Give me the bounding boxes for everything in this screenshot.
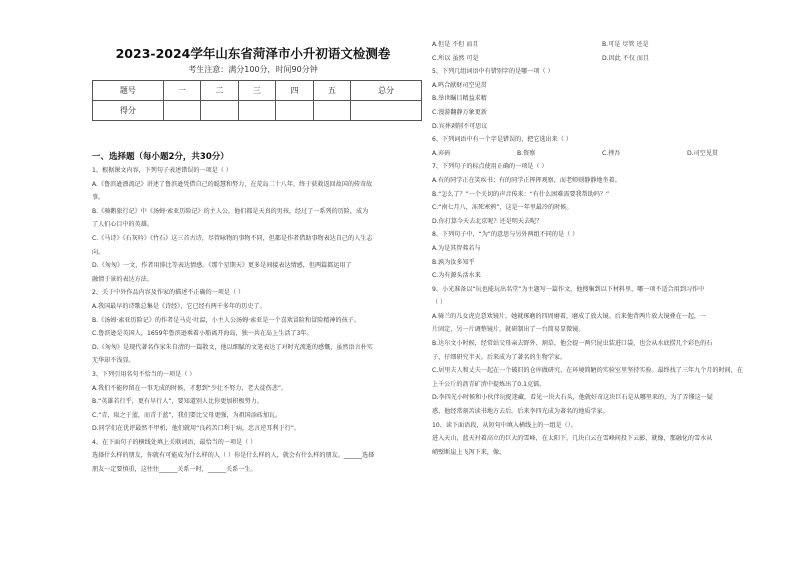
answer-option: D.司空见贯 bbox=[687, 149, 719, 157]
question-line: 9、小光准备以“玩也能玩出名堂”为主题写一篇作文，他搜集到以下材料里，哪一项不适合用到习作中 bbox=[432, 285, 705, 293]
question-line: D.李四光小时候和小伙伴玩捉迷藏，看见一块大石头，他就好奇这块巨石是从哪里来的，为了弄懂这一疑 bbox=[432, 394, 713, 402]
question-line: D.同学们在优评最然不甲析，他们就用“良药苦口利于病，忠言逆耳利于行”。 bbox=[92, 425, 300, 433]
score-cell[interactable] bbox=[238, 101, 275, 121]
question-line: 融情于景的表达方法。 bbox=[92, 275, 153, 283]
question-line: 子，仔细研究半天。后来成为了著名的生物学家。 bbox=[432, 353, 567, 361]
question-line: 向。 bbox=[92, 248, 105, 256]
score-cell: 得分 bbox=[93, 101, 164, 121]
question-line: D.《匆匆》一文，作者用排比等表达情感。《那个星期天》更多是间接表达情感，但两篇都运用了 bbox=[92, 262, 352, 270]
score-cell: 总分 bbox=[351, 81, 422, 101]
question-line: 无华却不浅显。 bbox=[92, 357, 135, 365]
question-line: A.有的同学正在笑疾书；有的同学正挥挥观察，而老师则静静地坐着。 bbox=[432, 176, 621, 184]
question-line: A.我国最早的诗歌总集是《诗经》，它已经有两千多年的历史了。 bbox=[92, 302, 266, 310]
question-line: 事。 bbox=[92, 194, 105, 202]
question-line: D.《匆匆》是现代著名作家朱自清的一篇散文，他以细腻的文笔表达了对时光流逝的感慨，虽然语言朴实 bbox=[92, 343, 373, 351]
question-line: A.骑兰的儿女虎克意欢镜片，她就琢磨的四周磨着，磨成了放大镜。后来他背两片放大镜叠在一起，一 bbox=[432, 312, 707, 320]
answer-option: A.但是 不但 而且 bbox=[432, 41, 479, 48]
question-line: 进入天山，蓝天衬着高立的巨大的雪峰，在太阳下，几块白云在雪峰间投下云影，就像，那融化的雪水从 bbox=[432, 435, 713, 443]
answer-options-row bbox=[432, 38, 772, 52]
question-line: D.你打算今天去北京呢？还是明天去呢？ bbox=[432, 217, 543, 225]
score-cell: 四 bbox=[276, 81, 313, 101]
answer-option: C.所以 虽然 可是 bbox=[432, 54, 479, 62]
question-line: 选择什么样的朋友，你就有可能成为什么样的人（ ）你是什么样的人，就会有什么样的朋友。______选择 bbox=[92, 452, 375, 460]
answer-options-row bbox=[432, 147, 772, 161]
question-line: 峭壁断崖上飞泻下来，像。 bbox=[432, 448, 506, 456]
section-heading: 一、选择题（每小题2分，共30分） bbox=[92, 152, 229, 162]
question-line: A.《鲁滨逊漂流记》讲述了鲁滨逊凭借自己的聪慧和努力，在荒岛二十八年，终于获救返回故国的传奇故 bbox=[92, 180, 373, 188]
question-line: D.宾葬剥削不可思议 bbox=[432, 122, 488, 130]
answer-option: B.资察 bbox=[517, 149, 536, 157]
question-line: B.举世瞩目精益求精 bbox=[432, 95, 487, 103]
exam-note: 考生注意：满分100分，时间90分钟 bbox=[188, 65, 318, 74]
score-cell[interactable] bbox=[351, 101, 422, 121]
question-line: 3、下列引用名句不恰当的一项是（ ） bbox=[92, 370, 196, 378]
question-line: 7、下列句子的标点使用正确的一项是（ ） bbox=[432, 163, 548, 171]
question-line: B.达尔文小时候，经常站父母亲去野外、割草，他会提一两只昆虫装进口袋，也会从水底捞几个彩色的石 bbox=[432, 340, 713, 348]
question-line: C.鲁滨逊是英国人，1659年鲁滨逊乘着小船离开海岛，独一共在岛上生活了3年。 bbox=[92, 330, 313, 338]
score-cell: 二 bbox=[201, 81, 238, 101]
question-line: 6、下列词语中有一个字是错误的，把它选出来（ ） bbox=[432, 136, 572, 144]
question-line: A.为是其智弗若与 bbox=[432, 244, 481, 252]
score-table-score-row bbox=[93, 101, 422, 121]
score-table bbox=[92, 80, 422, 121]
score-cell[interactable] bbox=[276, 101, 313, 121]
question-line: C.为有源头活水来 bbox=[432, 272, 481, 280]
question-line: B.《汤姆·索亚历险记》的作者是马克·吐温，小主人公汤姆·索亚是一个喜欢冒险和冒险精神的孩子。 bbox=[92, 316, 360, 324]
right-question-list bbox=[432, 38, 772, 459]
score-cell[interactable] bbox=[163, 101, 200, 121]
question-line: 了人们心目中的英雄。 bbox=[92, 221, 153, 229]
question-line: 10、读下面语段，从短句中填入横线上的一组是（）。 bbox=[432, 421, 577, 429]
left-question-list bbox=[92, 164, 422, 477]
page-title: 2023-2024学年山东省菏泽市小升初语文检测卷 bbox=[115, 46, 391, 61]
score-cell: 一 bbox=[163, 81, 200, 101]
question-line: C.“南七月八，冻死寒鸦”，这是一年里最冷的时候。 bbox=[432, 204, 573, 212]
score-cell: 题号 bbox=[93, 81, 164, 101]
question-line: A.鸣合献财司空见贯 bbox=[432, 81, 487, 89]
question-line: C.“青，取之于蓝，而青于蓝”，我们要比父母更强，为祖国添砖加瓦。 bbox=[92, 411, 282, 419]
question-line: 5、下列几组词语中有错别字的是哪一项（ ） bbox=[432, 68, 554, 76]
question-line: 惑，他经常刻苦读书地方去后。后来李四光成为著名的地质学家。 bbox=[432, 408, 609, 416]
question-line: C.漫游翻静万象更新 bbox=[432, 108, 487, 116]
answer-option: B.可是 尽管 还是 bbox=[602, 41, 649, 48]
question-line: B.《骑鹅旅行记》中《汤姆·索亚历险记》的主人公，他们都是天真的男孩，经过了一系列的历险，成为 bbox=[92, 207, 369, 215]
question-line: 2、关于中外作品内容及作家的描述不正确的一项是（ ） bbox=[92, 289, 245, 297]
question-line: B.孰为汝多知乎 bbox=[432, 258, 475, 266]
score-cell: 三 bbox=[238, 81, 275, 101]
question-line: 4、在下面句子的横线处填上关联词语，最恰当的一项是（ ） bbox=[92, 438, 257, 446]
score-cell: 五 bbox=[313, 81, 350, 101]
question-line: B.“英雄若行乎，更有早行人”，要知道别人比你更加积极努力。 bbox=[92, 398, 263, 406]
question-line: 片固定，另一片调整镜片，就研制出了一台简易显微镜。 bbox=[432, 326, 585, 334]
answer-option: D.因此 不仅 而且 bbox=[602, 54, 650, 62]
answer-options-row bbox=[432, 52, 772, 66]
score-table-header-row bbox=[93, 81, 422, 101]
question-line: 1、根据课文内容，下列句子表述错误的一项是（ ） bbox=[92, 167, 232, 174]
question-line: 上千公斤的沥青矿渣中提炼出了0.1克镭。 bbox=[432, 380, 546, 388]
question-line: 8、下列句子中，“为”的意思与另外两组不同的是（ ） bbox=[432, 231, 579, 239]
question-line: B.“怎么了？”一个关切的声音传来：“有什么困难需要我帮助吗？” bbox=[432, 190, 610, 198]
answer-option: A.弃码 bbox=[432, 149, 451, 157]
question-line: （ ） bbox=[432, 299, 447, 307]
question-line: A.我们不能停留在一事无成的时候，才想到“少壮不努力，老大徒伤悲”。 bbox=[92, 384, 288, 392]
answer-option: C.挫吾 bbox=[602, 149, 621, 157]
question-line: C.居里夫人和丈夫一起在一个破旧的仓库做研究，在环境简陋的实验室里坚持实验。最终找了三年九个月的时间，在 bbox=[432, 367, 743, 375]
question-line: 朋友一定要慎重，这往往______关系一时，______关系一生。 bbox=[92, 466, 257, 474]
score-cell[interactable] bbox=[313, 101, 350, 121]
question-line: C.《马诗》《石灰吟》《竹石》这三首古诗，尽管咏物的事物不同，但都是作者借助事物表达自己的人生志 bbox=[92, 234, 373, 242]
score-cell[interactable] bbox=[201, 101, 238, 121]
